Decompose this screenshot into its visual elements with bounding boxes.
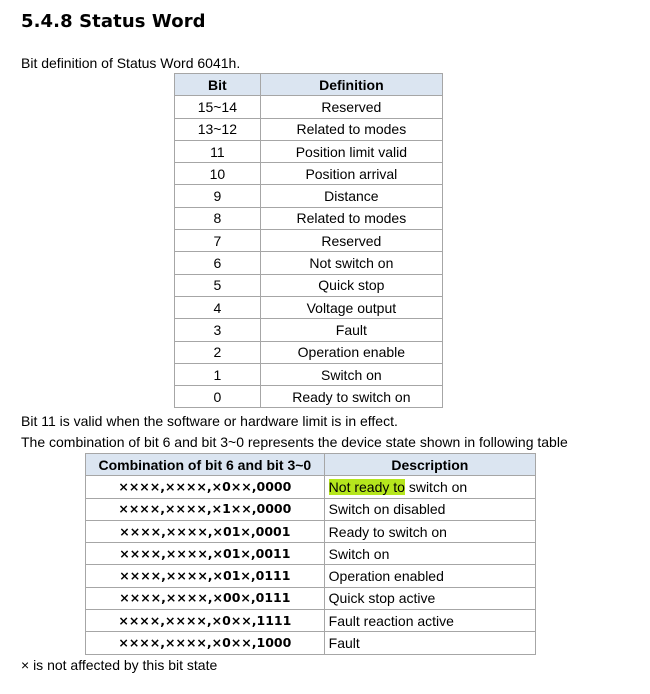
combination-cell: ××××,××××,×0××,1111 [86, 610, 325, 632]
bit-cell: 7 [175, 230, 261, 252]
bit-cell: 4 [175, 296, 261, 318]
definition-cell: Related to modes [260, 118, 442, 140]
description-cell: Fault reaction active [324, 610, 535, 632]
bit-cell: 8 [175, 207, 261, 229]
table-row [175, 252, 443, 274]
definition-cell: Reserved [260, 96, 442, 118]
definition-cell: Related to modes [260, 207, 442, 229]
combination-cell: ××××,××××,×01×,0011 [86, 543, 325, 565]
combination-cell: ××××,××××,×01×,0111 [86, 565, 325, 587]
description-cell: Fault [324, 632, 535, 654]
definition-cell: Not switch on [260, 252, 442, 274]
table-row [175, 185, 443, 207]
bit-cell: 2 [175, 341, 261, 363]
bit-cell: 3 [175, 319, 261, 341]
table-row [86, 520, 536, 542]
table-row [86, 543, 536, 565]
column-header-definition: Definition [260, 74, 442, 96]
definition-cell: Distance [260, 185, 442, 207]
table-row [86, 498, 536, 520]
table-row [175, 140, 443, 162]
bit-cell: 9 [175, 185, 261, 207]
table-row [175, 230, 443, 252]
bit-cell: 6 [175, 252, 261, 274]
table-row [86, 610, 536, 632]
definition-cell: Position limit valid [260, 140, 442, 162]
bit-cell: 15~14 [175, 96, 261, 118]
combination-cell: ××××,××××,×0××,1000 [86, 632, 325, 654]
description-cell: Quick stop active [324, 587, 535, 609]
combination-cell: ××××,××××,×01×,0001 [86, 520, 325, 542]
description-cell: Switch on [324, 543, 535, 565]
table-row [175, 207, 443, 229]
footnote: × is not affected by this bit state [21, 657, 218, 673]
table-row [175, 386, 443, 408]
description-cell: Not ready to switch on [324, 476, 535, 498]
highlighted-text: Not ready to [328, 478, 405, 495]
combination-cell: ××××,××××,×00×,0111 [86, 587, 325, 609]
bit-cell: 5 [175, 274, 261, 296]
table-row [175, 118, 443, 140]
definition-cell: Reserved [260, 230, 442, 252]
definition-cell: Ready to switch on [260, 386, 442, 408]
table-row [175, 363, 443, 385]
definition-cell: Quick stop [260, 274, 442, 296]
combination-cell: ××××,××××,×1××,0000 [86, 498, 325, 520]
definition-cell: Position arrival [260, 163, 442, 185]
definition-cell: Voltage output [260, 296, 442, 318]
table-row [175, 319, 443, 341]
table-row [175, 274, 443, 296]
definition-cell: Operation enable [260, 341, 442, 363]
table-header-row [86, 454, 536, 476]
table-header-row [175, 74, 443, 96]
device-state-table [85, 453, 536, 655]
table-row [175, 341, 443, 363]
section-heading: 5.4.8 Status Word [21, 11, 206, 32]
bit-cell: 0 [175, 386, 261, 408]
bit-definition-table [174, 73, 443, 408]
description-cell: Ready to switch on [324, 520, 535, 542]
table-row [175, 96, 443, 118]
intro-text: Bit definition of Status Word 6041h. [21, 55, 241, 71]
combination-intro: The combination of bit 6 and bit 3~0 represents the device state shown in following table [21, 434, 568, 450]
definition-cell: Fault [260, 319, 442, 341]
table-row [86, 565, 536, 587]
table-row [86, 587, 536, 609]
definition-cell: Switch on [260, 363, 442, 385]
description-cell: Switch on disabled [324, 498, 535, 520]
column-header-bit: Bit [175, 74, 261, 96]
column-header-description: Description [324, 454, 535, 476]
table-row [175, 296, 443, 318]
bit-cell: 1 [175, 363, 261, 385]
column-header-combination: Combination of bit 6 and bit 3~0 [86, 454, 325, 476]
combination-cell: ××××,××××,×0××,0000 [86, 476, 325, 498]
bit-cell: 10 [175, 163, 261, 185]
table-row [86, 632, 536, 654]
table-row [86, 476, 536, 498]
bit11-note: Bit 11 is valid when the software or hardware limit is in effect. [21, 413, 398, 429]
table-row [175, 163, 443, 185]
bit-cell: 11 [175, 140, 261, 162]
description-cell: Operation enabled [324, 565, 535, 587]
bit-cell: 13~12 [175, 118, 261, 140]
